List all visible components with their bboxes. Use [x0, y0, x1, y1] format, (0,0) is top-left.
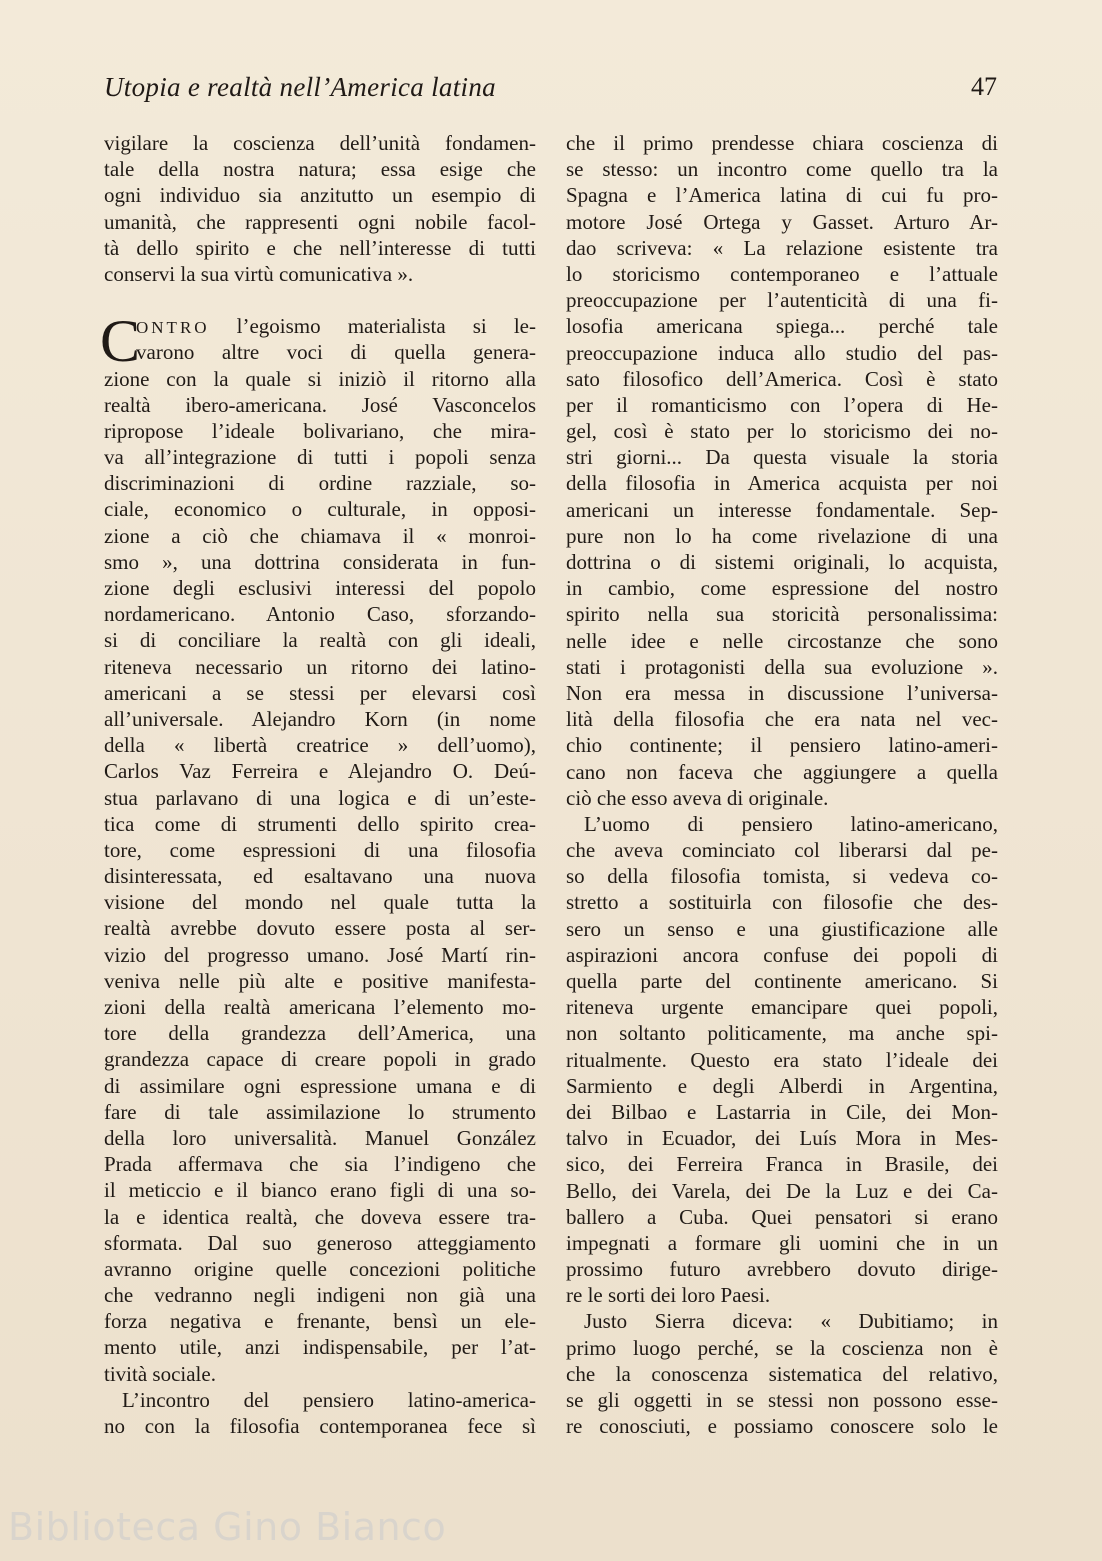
text-line: avranno origine quelle concezioni politiche — [104, 1256, 536, 1281]
text-line: della « libertà creatrice » dell’uomo), — [104, 733, 536, 758]
text-line: nelle idee e nelle circostanze che sono — [566, 628, 998, 653]
text-line: losofia americana spiega... perché tale — [566, 314, 998, 339]
text-line: umanità, che rappresenti ogni nobile facol- — [104, 209, 536, 234]
text-line: tica come di strumenti dello spirito crea- — [104, 811, 536, 836]
text-line: forza negativa e frenante, bensì un ele- — [104, 1309, 536, 1334]
text-line: Prada affermava che sia l’indigeno che — [104, 1152, 536, 1177]
section-gap — [104, 287, 536, 313]
text-line: disinteressata, ed esaltavano una nuova — [104, 864, 536, 889]
text-line: so della filosofia tomista, si vedeva co- — [566, 864, 998, 889]
text-line: Spagna e l’America latina di cui fu pro- — [566, 183, 998, 208]
text-line: Bello, dei Varela, dei De la Luz e dei Ca- — [566, 1178, 998, 1203]
text-line: non soltanto politicamente, ma anche spi- — [566, 1021, 998, 1046]
text-line: cano non faceva che aggiungere a quella — [566, 759, 998, 784]
text-line: della filosofia in America acquista per noi — [566, 471, 998, 496]
text-line: nordamericano. Antonio Caso, sforzando- — [104, 602, 536, 627]
page-header — [104, 72, 997, 112]
text-line: stua parlavano di una logica e di un’este- — [104, 785, 536, 810]
text-line: che aveva cominciato col liberarsi dal pe- — [566, 838, 998, 863]
text-line: va all’integrazione di tutti i popoli senza — [104, 445, 536, 470]
text-line: se gli oggetti in se stessi non possono esse- — [566, 1388, 998, 1412]
text-line: aspirazioni ancora confuse dei popoli di — [566, 942, 998, 967]
text-line: dao scriveva: « La relazione esistente tra — [566, 235, 998, 260]
text-line: all’universale. Alejandro Korn (in nome — [104, 706, 536, 731]
text-line: sformata. Dal suo generoso atteggiamento — [104, 1230, 536, 1255]
paragraph-5 — [566, 811, 998, 1309]
text-line: per il romanticismo con l’opera di He- — [566, 392, 998, 417]
text-fragment: l’egoismo materialista si le- — [209, 314, 536, 339]
text-line: in cambio, come espressione del nostro — [566, 576, 998, 601]
text-line: si di conciliare la realtà con gli ideali, — [104, 628, 536, 653]
text-line: ogni individuo sia anzitutto un esempio di — [104, 183, 536, 208]
small-caps-word: ONTRO — [136, 318, 210, 338]
text-line: ballero a Cuba. Quei pensatori si erano — [566, 1204, 998, 1229]
text-line: preoccupazione per l’autenticità di una fi- — [566, 288, 998, 313]
text-line: mento utile, anzi indispensabile, per l’at- — [104, 1335, 536, 1360]
paragraph-4 — [566, 130, 998, 811]
text-line: visione del mondo nel quale tutta la — [104, 890, 536, 915]
drop-cap: C — [100, 308, 141, 375]
text-line: di assimilare ogni espressione umana e di — [104, 1073, 536, 1098]
text-line: gel, così è stato per lo storicismo dei no- — [566, 419, 998, 444]
text-line: la e identica realtà, che doveva essere tra- — [104, 1204, 536, 1229]
text-line: americani a se stessi per elevarsi così — [104, 680, 536, 705]
paragraph-6 — [566, 1308, 998, 1439]
text-line: lità della filosofia che era nata nel vec- — [566, 707, 998, 732]
text-line: prossimo futuro avrebbero dovuto dirige- — [566, 1257, 998, 1282]
text-line: talvo in Ecuador, dei Luís Mora in Mes- — [566, 1126, 998, 1151]
page-number: 47 — [971, 72, 997, 101]
text-line: vizio del progresso umano. José Martí rin- — [104, 942, 536, 967]
text-line: smo », una dottrina considerata in fun- — [104, 549, 536, 574]
text-line: della loro universalità. Manuel González — [104, 1125, 536, 1150]
text-line: zione a ciò che chiamava il « monroi- — [104, 523, 536, 548]
text-line: ritualmente. Questo era stato l’ideale dei — [566, 1047, 998, 1072]
text-line: se stesso: un incontro come quello tra la — [566, 157, 998, 182]
text-line: preoccupazione induca allo studio del pas- — [566, 340, 998, 365]
text-line: stri giorni... Da questa visuale la storia — [566, 445, 998, 470]
text-line: dottrina o di sistemi originali, lo acquista, — [566, 550, 998, 574]
text-line: tale della nostra natura; essa esige che — [104, 157, 536, 182]
text-line: discriminazioni di ordine razziale, so- — [104, 471, 536, 496]
paragraph-2 — [100, 308, 536, 1387]
text-line: riteneva urgente emancipare quei popoli, — [566, 995, 998, 1020]
text-line: ripropose l’ideale bolivariano, che mira- — [104, 418, 536, 443]
text-line: vigilare la coscienza dell’unità fondamen- — [104, 131, 536, 155]
text-line: che vedranno negli indigeni non già una — [104, 1283, 536, 1308]
text-line: americani un interesse fondamentale. Sep- — [566, 497, 998, 522]
right-column — [566, 130, 998, 1439]
text-line: tività sociale. — [104, 1361, 216, 1386]
text-line: riteneva necessario un ritorno dei latino- — [104, 654, 536, 679]
text-line: quella parte del continente americano. Si — [566, 969, 998, 993]
text-line: realtà avrebbe dovuto essere posta al ser- — [104, 916, 536, 941]
text-line: realtà ibero-americana. José Vasconcelos — [104, 392, 536, 417]
paragraph-3 — [104, 1387, 536, 1439]
library-watermark: Biblioteca Gino Bianco — [8, 1505, 447, 1549]
text-line: Non era messa in discussione l’universa- — [566, 680, 998, 705]
text-line: Sarmiento e degli Alberdi in Argentina, — [566, 1073, 998, 1098]
text-line: lo storicismo contemporaneo e l’attuale — [566, 261, 998, 286]
text-line: conservi la sua virtù comunicativa ». — [104, 261, 414, 286]
text-line: zione con la quale si iniziò il ritorno alla — [104, 366, 536, 391]
text-line: L’incontro del pensiero latino-america- — [122, 1387, 536, 1412]
text-line: Justo Sierra diceva: « Dubitiamo; in — [584, 1309, 998, 1334]
text-line: sico, dei Ferreira Franca in Brasile, dei — [566, 1152, 998, 1177]
text-line: tore, come espressioni di una filosofia — [104, 837, 536, 862]
text-line: grandezza capace di creare popoli in grado — [104, 1047, 536, 1072]
text-line: chio continente; il pensiero latino-ameri- — [566, 733, 998, 758]
text-line: tà dello spirito e che nell’interesse di tutti — [104, 235, 536, 260]
text-line: varono altre voci di quella genera- — [136, 340, 536, 365]
text-line: impegnati a formare gli uomini che in un — [566, 1230, 998, 1255]
text-line: che il primo prendesse chiara coscienza di — [566, 131, 998, 155]
text-line: L’uomo di pensiero latino-americano, — [584, 811, 998, 836]
running-title: Utopia e realtà nell’America latina — [104, 72, 496, 102]
text-line: sero un senso e una giustificazione alle — [566, 916, 998, 941]
text-line: sato filosofico dell’America. Così è stato — [566, 366, 998, 391]
text-line: fare di tale assimilazione lo strumento — [104, 1099, 536, 1124]
text-line: veniva nelle più alte e positive manifesta- — [104, 968, 536, 993]
text-line — [104, 313, 536, 339]
text-line: spirito nella sua storicità personalissima: — [566, 602, 998, 627]
paragraph-1 — [104, 130, 536, 287]
text-line: stati i protagonisti della sua evoluzione ». — [566, 654, 998, 679]
text-line: dei Bilbao e Lastarria in Cile, dei Mon- — [566, 1099, 998, 1124]
text-line: pure non lo ha come rivelazione di una — [566, 523, 998, 548]
text-line: re conosciuti, e possiamo conoscere solo le — [566, 1414, 998, 1439]
text-line: re le sorti dei loro Paesi. — [566, 1283, 771, 1308]
text-line: zioni della realtà americana l’elemento mo- — [104, 995, 536, 1019]
text-line: no con la filosofia contemporanea fece sì — [104, 1414, 536, 1438]
text-line: ciale, economico o culturale, in opposi- — [104, 497, 536, 522]
text-line: tore della grandezza dell’America, una — [104, 1021, 536, 1046]
left-column — [100, 130, 536, 1439]
text-line: il meticcio e il bianco erano figli di una so- — [104, 1178, 536, 1203]
text-line: che la conoscenza sistematica del relativo, — [566, 1361, 998, 1386]
text-line: stretto a sostituirla con filosofie che des- — [566, 890, 998, 915]
text-line: motore José Ortega y Gasset. Arturo Ar- — [566, 209, 998, 234]
text-line: Carlos Vaz Ferreira e Alejandro O. Deú- — [104, 759, 536, 784]
text-line: primo luogo perché, se la coscienza non è — [566, 1335, 998, 1360]
text-line: zione degli esclusivi interessi del popolo — [104, 576, 536, 600]
text-line: ciò che esso aveva di originale. — [566, 785, 829, 810]
